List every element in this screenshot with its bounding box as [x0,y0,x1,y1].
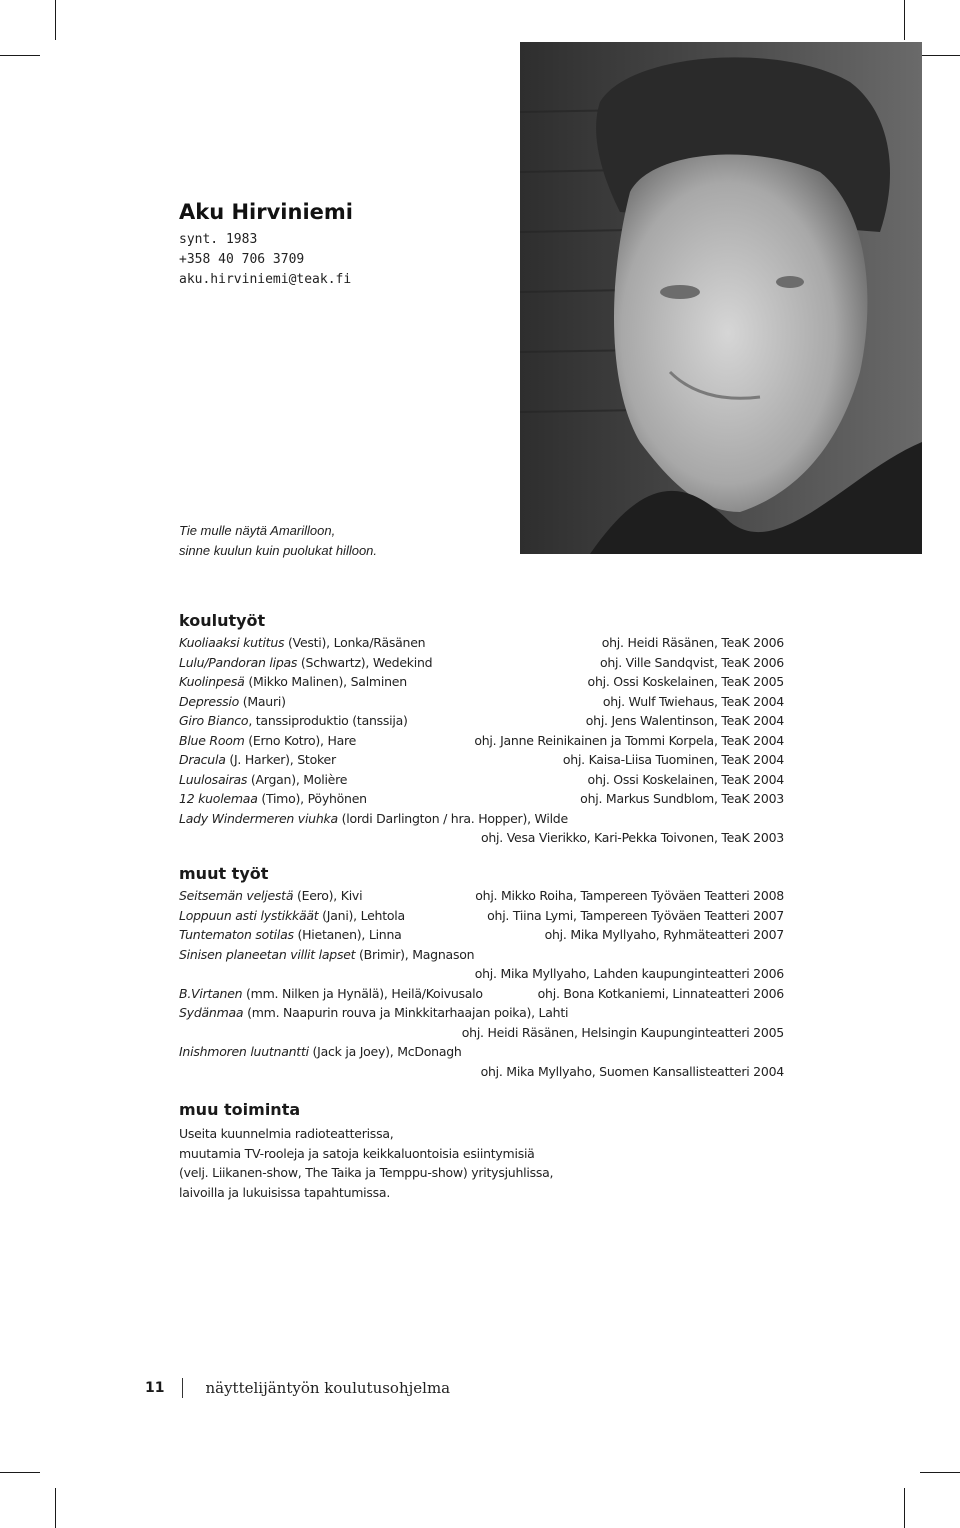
crop-mark [920,55,960,56]
quote-line: Tie mulle näytä Amarilloon, [179,523,336,538]
work-row: Sydänmaa (mm. Naapurin rouva ja Minkkitarhaajan poika), Lahti [179,1005,569,1020]
contact-info [179,230,351,290]
crop-mark [0,55,40,56]
section-heading: koulutyöt [179,611,266,630]
work-row: Lulu/Pandoran lipas (Schwartz), Wedekind ohj. Ville Sandqvist, TeaK 2006 [179,654,784,670]
work-row: Tuntematon sotilas (Hietanen), Linna ohj. Mika Myllyaho, Ryhmäteatteri 2007 [179,927,784,942]
footer-divider [182,1378,183,1398]
section-other-activities [179,1099,784,1202]
section-heading: muu toiminta [179,1100,301,1119]
crop-mark [55,1488,56,1528]
work-row: Loppuun asti lystikkäät (Jani), Lehtola ohj. Tiina Lymi, Tampereen Työväen Teatteri 2007 [179,907,784,923]
crop-mark [904,0,905,40]
section-school-works [179,610,784,850]
work-row-director: ohj. Mika Myllyaho, Suomen Kansallisteatteri 2004 [480,1063,784,1079]
quote [179,521,377,561]
quote-line: sinne kuulun kuin puolukat hilloon. [179,543,378,558]
work-row: Giro Bianco, tanssiproduktio (tanssija) ohj. Jens Walentinson, TeaK 2004 [179,713,784,728]
work-row: Kuolinpesä (Mikko Malinen), Salminen ohj. Ossi Koskelainen, TeaK 2005 [179,674,784,689]
activity-line: muutamia TV-rooleja ja satoja keikkaluontoisia esiintymisiä [179,1145,535,1161]
work-row: Sinisen planeetan villit lapset (Brimir), Magnason [179,946,475,962]
work-row: Seitsemän veljestä (Eero), Kivi ohj. Mikko Roiha, Tampereen Työväen Teatteri 2008 [179,888,784,903]
work-row: Inishmoren luutnantti (Jack ja Joey), McDonagh [179,1044,462,1059]
work-row: Depressio (Mauri) ohj. Wulf Twiehaus, TeaK 2004 [179,693,784,709]
page-footer [145,1377,450,1399]
portrait-photo [520,42,922,554]
section-other-works [179,863,784,1083]
page-number: 11 [145,1380,165,1396]
section-heading: muut työt [179,864,269,883]
actor-name: Aku Hirviniemi [179,200,353,224]
email-address: aku.hirviniemi@teak.fi [179,272,352,287]
work-row: Luulosairas (Argan), Molière ohj. Ossi Koskelainen, TeaK 2004 [179,771,784,787]
work-row: Lady Windermeren viuhka (lordi Darlington / hra. Hopper), Wilde [179,810,568,826]
crop-mark [55,0,56,40]
crop-mark [904,1488,905,1528]
activity-line: laivoilla ja lukuisissa tapahtumissa. [179,1184,391,1200]
crop-mark [0,1472,40,1473]
work-row: Dracula (J. Harker), Stoker ohj. Kaisa-Liisa Tuominen, TeaK 2004 [179,752,784,767]
phone-number: +358 40 706 3709 [179,252,305,267]
work-row-director: ohj. Mika Myllyaho, Lahden kaupunginteatteri 2006 [474,966,784,981]
work-row: 12 kuolemaa (Timo), Pöyhönen ohj. Markus Sundblom, TeaK 2003 [179,791,784,806]
work-row: B.Virtanen (mm. Nilken ja Hynälä), Heilä/Koivusalo ohj. Bona Kotkaniemi, Linnateatteri 2006 [179,985,784,1001]
work-row: Kuoliaaksi kutitus (Vesti), Lonka/Räsänen ohj. Heidi Räsänen, TeaK 2006 [179,635,784,650]
publication-title: näyttelijäntyön koulutusohjelma [205,1379,451,1397]
birth-year: synt. 1983 [179,232,258,247]
work-row-director: ohj. Heidi Räsänen, Helsingin Kaupunginteatteri 2005 [461,1024,784,1040]
crop-mark [920,1472,960,1473]
work-row: Blue Room (Erno Kotro), Hare ohj. Janne Reinikainen ja Tommi Korpela, TeaK 2004 [179,732,784,748]
activity-line: (velj. Liikanen-show, The Taika ja Temppu-show) yritysjuhlissa, [179,1165,554,1180]
work-row-director: ohj. Vesa Vierikko, Kari-Pekka Toivonen, TeaK 2003 [480,830,784,845]
activity-line: Useita kuunnelmia radioteatterissa, [179,1126,394,1141]
